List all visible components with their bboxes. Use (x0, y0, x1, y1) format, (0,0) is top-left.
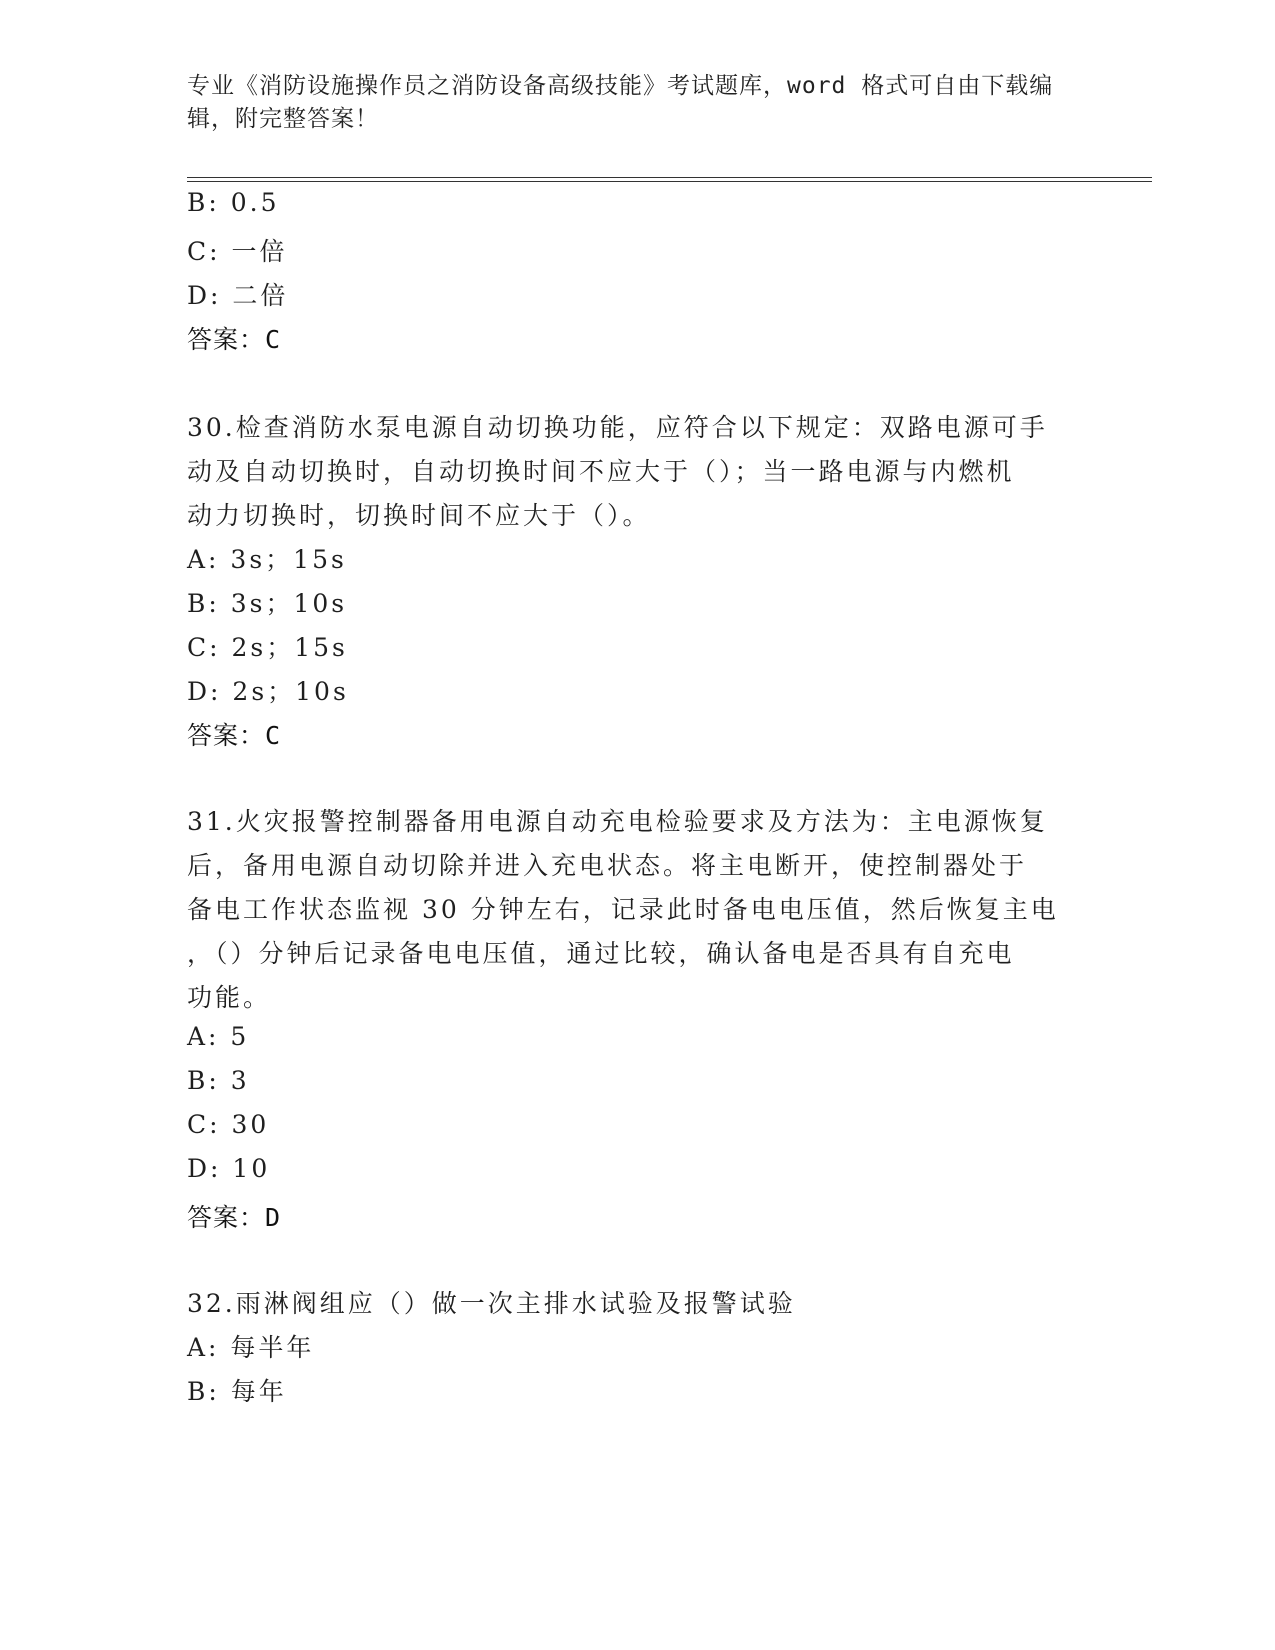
header-line-1: 专业《消防设施操作员之消防设备高级技能》考试题库，word 格式可自由下载编 (187, 73, 1054, 99)
option-c: C: 一倍 (187, 237, 288, 266)
option-b: B: 3 (187, 1066, 250, 1095)
option-d: D: 2s；10s (187, 677, 349, 706)
option-c: C: 30 (187, 1110, 270, 1139)
header-line-2: 辑，附完整答案！ (187, 106, 379, 132)
question-31-line-4: ，（）分钟后记录备电电压值，通过比较，确认备电是否具有自充电 (187, 939, 1015, 968)
header-rule-top (187, 177, 1152, 178)
question-30-line-2: 动及自动切换时，自动切换时间不应大于（）；当一路电源与内燃机 (187, 457, 1015, 486)
option-b: B: 每年 (187, 1377, 287, 1406)
option-a: A: 每半年 (187, 1333, 315, 1362)
question-30-line-1: 30.检查消防水泵电源自动切换功能，应符合以下规定：双路电源可手 (187, 413, 1048, 442)
answer: 答案：C (187, 721, 282, 750)
question-31-line-2: 后，备用电源自动切除并进入充电状态。将主电断开，使控制器处于 (187, 851, 1028, 880)
option-d: D: 10 (187, 1154, 271, 1183)
option-a: A: 5 (187, 1022, 250, 1051)
question-31-line-5: 功能。 (187, 983, 272, 1012)
question-32-line-1: 32.雨淋阀组应（）做一次主排水试验及报警试验 (187, 1289, 796, 1318)
page-header (187, 70, 1067, 136)
option-c: C: 2s；15s (187, 633, 348, 662)
question-31-line-1: 31.火灾报警控制器备用电源自动充电检验要求及方法为：主电源恢复 (187, 807, 1048, 836)
option-a: A: 3s；15s (187, 545, 347, 574)
option-d: D: 二倍 (187, 281, 289, 310)
option-b: B: 3s；10s (187, 589, 348, 618)
header-rule-bottom (187, 181, 1152, 182)
answer: 答案：D (187, 1203, 282, 1232)
question-31-line-3: 备电工作状态监视 30 分钟左右，记录此时备电电压值，然后恢复主电 (187, 895, 1059, 924)
answer: 答案：C (187, 325, 282, 354)
question-30-line-3: 动力切换时，切换时间不应大于（）。 (187, 501, 651, 530)
option-b: B: 0.5 (187, 188, 280, 217)
